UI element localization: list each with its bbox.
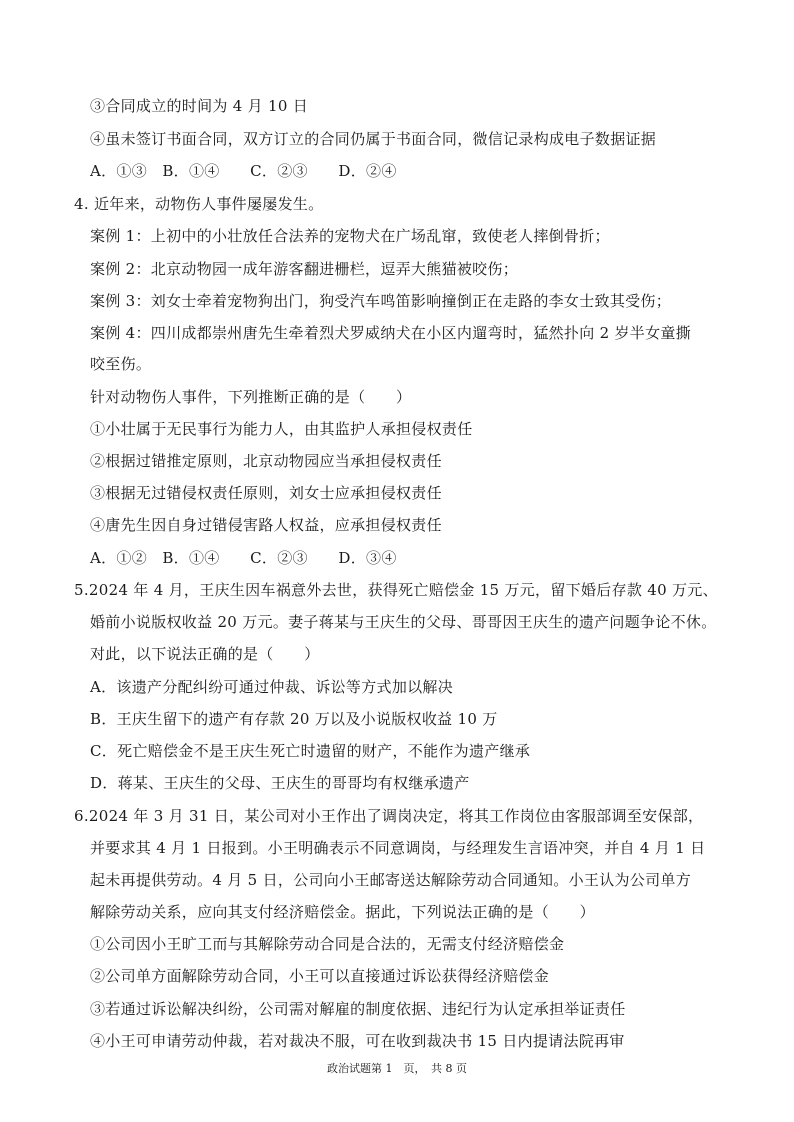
q4-option-1: ①小壮属于无民事行为能力人，由其监护人承担侵权责任 xyxy=(90,420,473,438)
q4-option-4: ④唐先生因自身过错侵害路人权益，应承担侵权责任 xyxy=(90,516,442,534)
q6-stem-cont-1: 并要求其 4 月 1 日报到。小王明确表示不同意调岗，与经理发生言语冲突，并自 4 月 1 日 xyxy=(90,839,706,857)
q4-stem: 4. 近年来，动物伤人事件屡屡发生。 xyxy=(74,195,324,213)
q5-option-b: B．王庆生留下的遗产有存款 20 万以及小说版权收益 10 万 xyxy=(90,710,498,728)
q3-option-4: ④虽未签订书面合同，双方订立的合同仍属于书面合同，微信记录构成电子数据证据 xyxy=(90,130,657,148)
q3-option-3: ③合同成立的时间为 4 月 10 日 xyxy=(90,97,309,115)
q4-answer-choices: A．①② B．①④ C．②③ D．③④ xyxy=(90,549,397,567)
q4-option-2: ②根据过错推定原则，北京动物园应当承担侵权责任 xyxy=(90,452,442,470)
q4-case-4: 案例 4：四川成都崇州唐先生牵着烈犬罗威纳犬在小区内遛弯时，猛然扑向 2 岁半女童撕 xyxy=(90,324,691,342)
q5-stem-cont-1: 婚前小说版权收益 20 万元。妻子蒋某与王庆生的父母、哥哥因王庆生的遗产问题争论不休。 xyxy=(90,613,717,631)
q5-stem: 5.2024 年 4 月，王庆生因车祸意外去世，获得死亡赔偿金 15 万元，留下婚后存款 40 万元、 xyxy=(74,581,718,599)
q6-option-1: ①公司因小王旷工而与其解除劳动合同是合法的，无需支付经济赔偿金 xyxy=(90,935,565,953)
q6-option-2: ②公司单方面解除劳动合同，小王可以直接通过诉讼获得经济赔偿金 xyxy=(90,967,550,985)
q4-option-3: ③根据无过错侵权责任原则，刘女士应承担侵权责任 xyxy=(90,484,442,502)
q5-option-d: D．蒋某、王庆生的父母、王庆生的哥哥均有权继承遗产 xyxy=(90,774,470,792)
q6-stem: 6.2024 年 3 月 31 日，某公司对小王作出了调岗决定，将其工作岗位由客服部调至安保部， xyxy=(74,807,704,825)
q3-answer-choices: A．①③ B．①④ C．②③ D．②④ xyxy=(90,162,397,180)
q6-option-3: ③若通过诉讼解决纠纷，公司需对解雇的制度依据、违纪行为认定承担举证责任 xyxy=(90,1000,626,1018)
q4-case-2: 案例 2：北京动物园一成年游客翻进栅栏，逗弄大熊猫被咬伤； xyxy=(90,260,519,278)
q5-option-c: C．死亡赔偿金不是王庆生死亡时遗留的财产，不能作为遗产继承 xyxy=(90,742,531,760)
q6-question: 解除劳动关系，应向其支付经济赔偿金。据此，下列说法正确的是（ ） xyxy=(90,903,595,921)
q4-case-1: 案例 1：上初中的小壮放任合法养的宠物犬在广场乱窜，致使老人摔倒骨折； xyxy=(90,227,610,245)
q5-question: 对此，以下说法正确的是（ ） xyxy=(90,645,320,663)
q5-option-a: A．该遗产分配纠纷可通过仲裁、诉讼等方式加以解决 xyxy=(90,678,454,696)
q4-case-4-cont: 咬至伤。 xyxy=(90,355,152,373)
q6-stem-cont-2: 起未再提供劳动。4 月 5 日，公司向小王邮寄送达解除劳动合同通知。小王认为公司单方 xyxy=(90,871,691,889)
page-footer: 政治试题第 1 页， 共 8 页 xyxy=(327,1062,467,1075)
q4-question: 针对动物伤人事件，下列推断正确的是（ ） xyxy=(90,388,412,406)
q4-case-3: 案例 3：刘女士牵着宠物狗出门，狗受汽车鸣笛影响撞倒正在走路的李女士致其受伤； xyxy=(90,292,672,310)
q6-option-4: ④小王可申请劳动仲裁，若对裁决不服，可在收到裁决书 15 日内提请法院再审 xyxy=(90,1032,625,1050)
